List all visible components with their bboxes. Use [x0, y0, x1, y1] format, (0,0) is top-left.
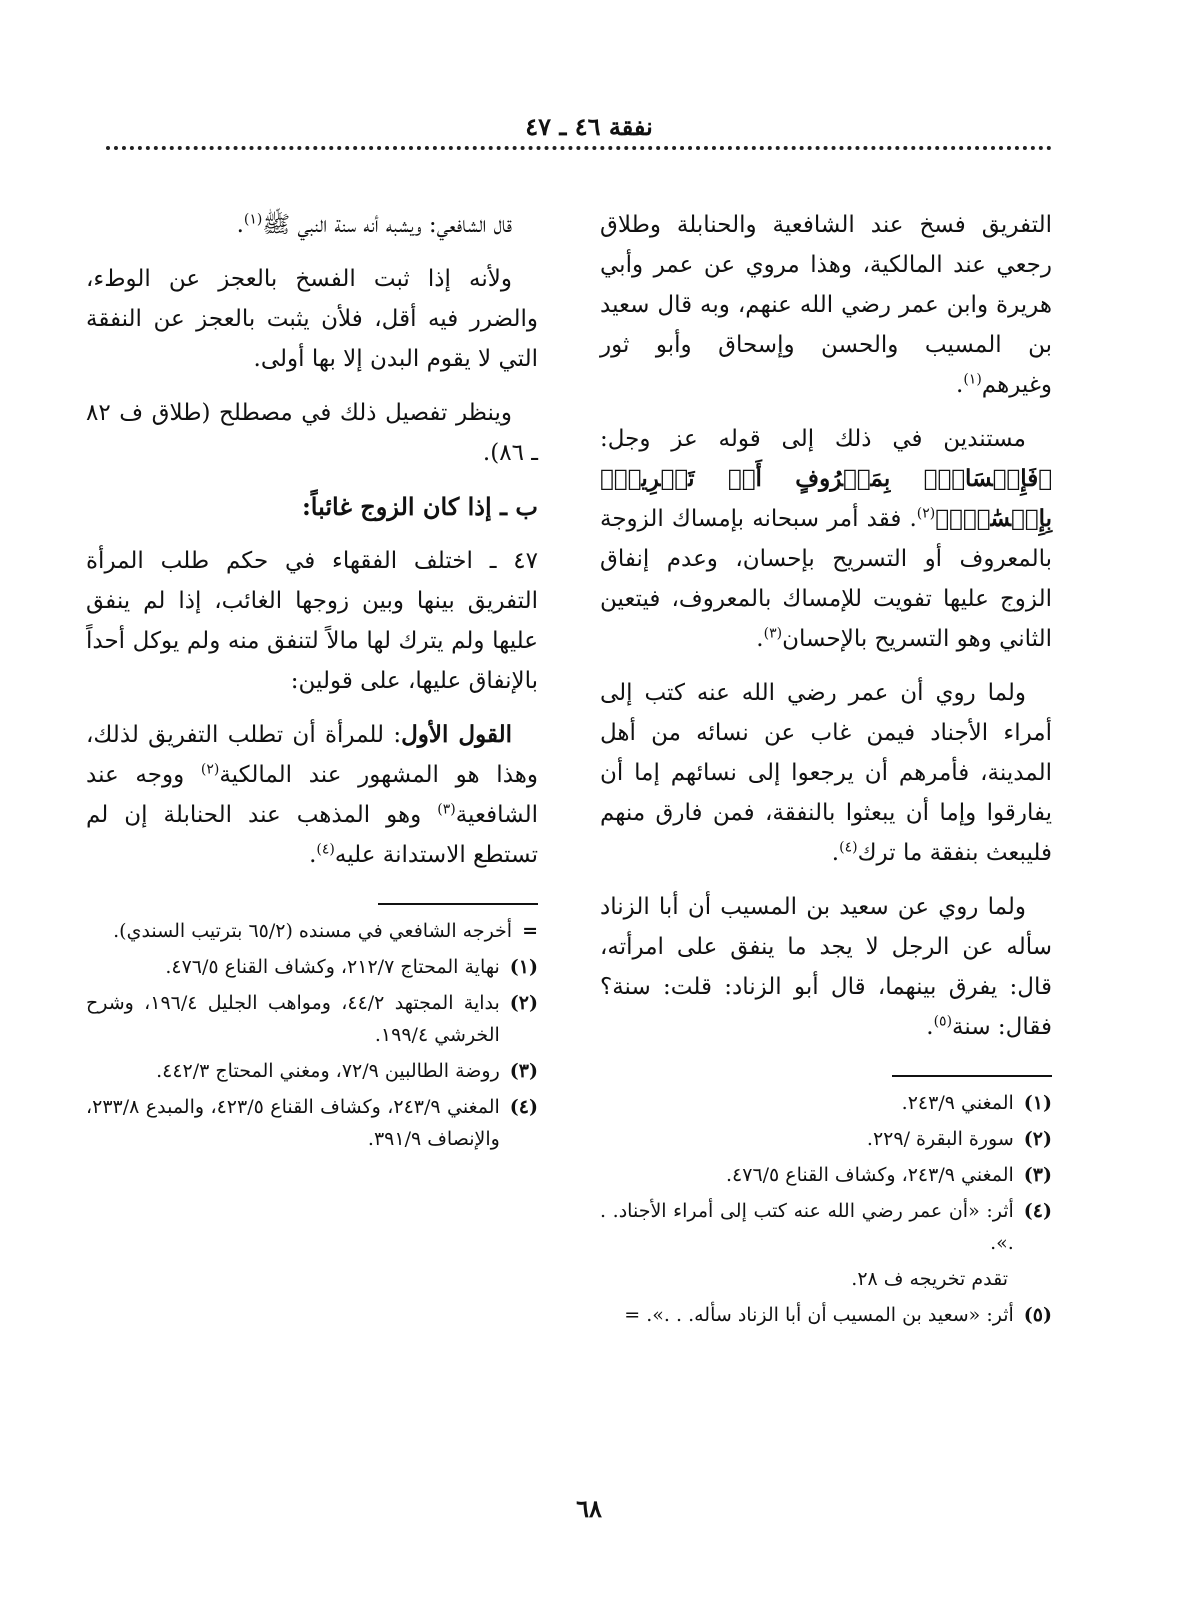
paragraph-text: ولما روي أن عمر رضي الله عنه كتب إلى أمراء الأجناد فيمن غاب عن نسائه من أهل المدينة، فأمرهم أن يرجعوا إلى نسائهم إما أن يفارقوا وإما أن يبعثوا بالنفقة، فمن فارق منهم فليبعث بنفقة ما ترك: [600, 680, 1052, 866]
paragraph: [600, 205, 1052, 405]
footnote-ref: (١): [963, 371, 982, 388]
footnote-text: أثر: «سعيد بن المسيب أن أبا الزناد سأله. . .». =: [624, 1304, 1014, 1326]
paragraph: ولأنه إذا ثبت الفسخ بالعجز عن الوطء، والضرر فيه أقل، فلأن يثبت بالعجز عن النفقة التي لا يقوم البدن إلا بها أولى.: [86, 266, 538, 372]
page-number: ٦٨: [576, 1494, 602, 1523]
footnote-ref: (١): [243, 211, 263, 228]
running-header: نفقة ٤٦ ـ ٤٧: [525, 112, 653, 141]
paragraph-text: التفريق فسخ عند الشافعية والحنابلة وطلاق رجعي عند المالكية، وهذا مروي عن عمر وأبي هريرة وابن عمر رضي الله عنهم، وبه قال سعيد بن المسيب والحسن وإسحاق وأبو ثور وغيرهم: [600, 212, 1052, 398]
paragraph-text: ولما روي عن سعيد بن المسيب أن أبا الزناد سأله عن الرجل لا يجد ما ينفق على امرأته، قال: يفرق بينهما، قال أبو الزناد: قلت: سنة؟ فقال: سنة: [600, 894, 1052, 1040]
footnote-ref: (٥): [933, 1013, 953, 1030]
footnote-ref: (٢): [916, 505, 936, 522]
paragraph: [600, 673, 1052, 873]
footnote-text: المغني ٢٤٣/٩، وكشاف القناع ٤٢٣/٥، والمبدع ٢٣٣/٨، والإنصاف ٣٩١/٩.: [86, 1096, 500, 1150]
punctuation: .: [831, 840, 840, 866]
footnote-ref: (٤): [839, 839, 858, 856]
paragraph-label: القول الأول: [401, 721, 512, 748]
paragraph: ٤٧ ـ اختلف الفقهاء في حكم طلب المرأة التفريق بينها وبين زوجها الغائب، إذا لم ينفق عليها ولم يترك لها مالاً لتنفق منه ولم يوكل أحداً بالإنفاق عليها، على قولين:: [86, 548, 538, 694]
footnote-text: سورة البقرة /٢٢٩.: [866, 1128, 1014, 1150]
footnote-separator: [378, 903, 538, 905]
footnote-text: نهاية المحتاج ٢١٢/٧، وكشاف القناع ٤٧٦/٥.: [165, 956, 500, 978]
footnote-number: (٢): [509, 992, 538, 1014]
punctuation: .: [756, 626, 764, 652]
paragraph-text: . فقد أمر سبحانه بإمساك الزوجة بالمعروف أو التسريح بإحسان، وعدم إنفاق الزوج عليها تفويت للإمساك بالمعروف، فيتعين الثاني وهو التسريح بالإحسان: [600, 506, 1052, 652]
footnote: [600, 1159, 1052, 1191]
footnote: [86, 915, 538, 947]
header-dotted-divider: [106, 146, 1052, 150]
paragraph: [600, 887, 1052, 1047]
footnote: [86, 1055, 538, 1087]
paragraph: وينظر تفصيل ذلك في مصطلح (طلاق ف ٨٢ ـ ٨٦).: [86, 400, 538, 466]
section-heading: ب ـ إذا كان الزوج غائباً:: [301, 492, 538, 521]
footnote-text: روضة الطالبين ٧٢/٩، ومغني المحتاج ٤٤٢/٣.: [156, 1060, 500, 1082]
footnote: [86, 951, 538, 983]
footnote-number: (٣): [509, 1060, 538, 1082]
punctuation: .: [926, 1014, 934, 1040]
footnote: [600, 1123, 1052, 1155]
footnote: [86, 1091, 538, 1155]
footnote-ref: (٤): [316, 841, 335, 858]
footnote-text: بداية المجتهد ٤٤/٢، ومواهب الجليل ١٩٦/٤، وشرح الخرشي ١٩٩/٤.: [86, 992, 500, 1046]
footnote-ref: (٣): [437, 801, 456, 818]
paragraph-text: ووجه عند الشافعية: [86, 762, 538, 828]
footnote-text: المغني ٢٤٣/٩، وكشاف القناع ٤٧٦/٥.: [725, 1164, 1014, 1186]
right-column: [600, 205, 1052, 1335]
footnote-number: (٢): [1023, 1128, 1052, 1150]
footnote: [86, 987, 538, 1051]
footnote-number: (٤): [1023, 1200, 1052, 1222]
paragraph-text: : للمرأة أن تطلب التفريق لذلك، وهذا هو المشهور عند المالكية: [86, 722, 539, 788]
footnote-number: =: [522, 920, 538, 942]
paragraph-text: مستندين في ذلك إلى قوله عز وجل:: [600, 426, 1026, 452]
paragraph: [86, 205, 538, 245]
footnote-number: (٥): [1023, 1304, 1052, 1326]
paragraph: [600, 419, 1052, 659]
footnote-continuation: تقدم تخريجه ف ٢٨.: [851, 1268, 1008, 1290]
paragraph: [86, 715, 538, 875]
paragraph-text: قال الشافعي: ويشبه أنه سنة النبي ﷺ: [262, 212, 512, 238]
footnote: [600, 1087, 1052, 1119]
quran-verse: ﴿فَإِمۡسَاكُۢ بِمَعۡرُوفٍ أَوۡ تَسۡرِيحُۢ بِإِحۡسَٰنٖۗ﴾: [600, 465, 1052, 532]
punctuation: .: [236, 212, 244, 238]
punctuation: .: [309, 842, 317, 868]
footnote-number: (٤): [509, 1096, 538, 1118]
left-column: [86, 205, 538, 1159]
footnote-text: أثر: «أن عمر رضي الله عنه كتب إلى أمراء الأجناد. . .».: [600, 1200, 1014, 1254]
footnote-ref: (٣): [763, 625, 783, 642]
paragraph-text: وهو المذهب عند الحنابلة إن لم تستطع الاستدانة عليه: [86, 802, 538, 868]
footnote-number: (٣): [1023, 1164, 1052, 1186]
footnote: [600, 1195, 1052, 1259]
footnote: [600, 1299, 1052, 1331]
footnote-text: المغني ٢٤٣/٩.: [901, 1092, 1014, 1114]
footnote-text: أخرجه الشافعي في مسنده (٦٥/٢ بترتيب السندي).: [113, 920, 513, 942]
punctuation: .: [956, 372, 964, 398]
footnote-ref: (٢): [200, 761, 220, 778]
footnote-separator: [892, 1075, 1052, 1077]
footnote-number: (١): [509, 956, 538, 978]
footnote-number: (١): [1023, 1092, 1052, 1114]
